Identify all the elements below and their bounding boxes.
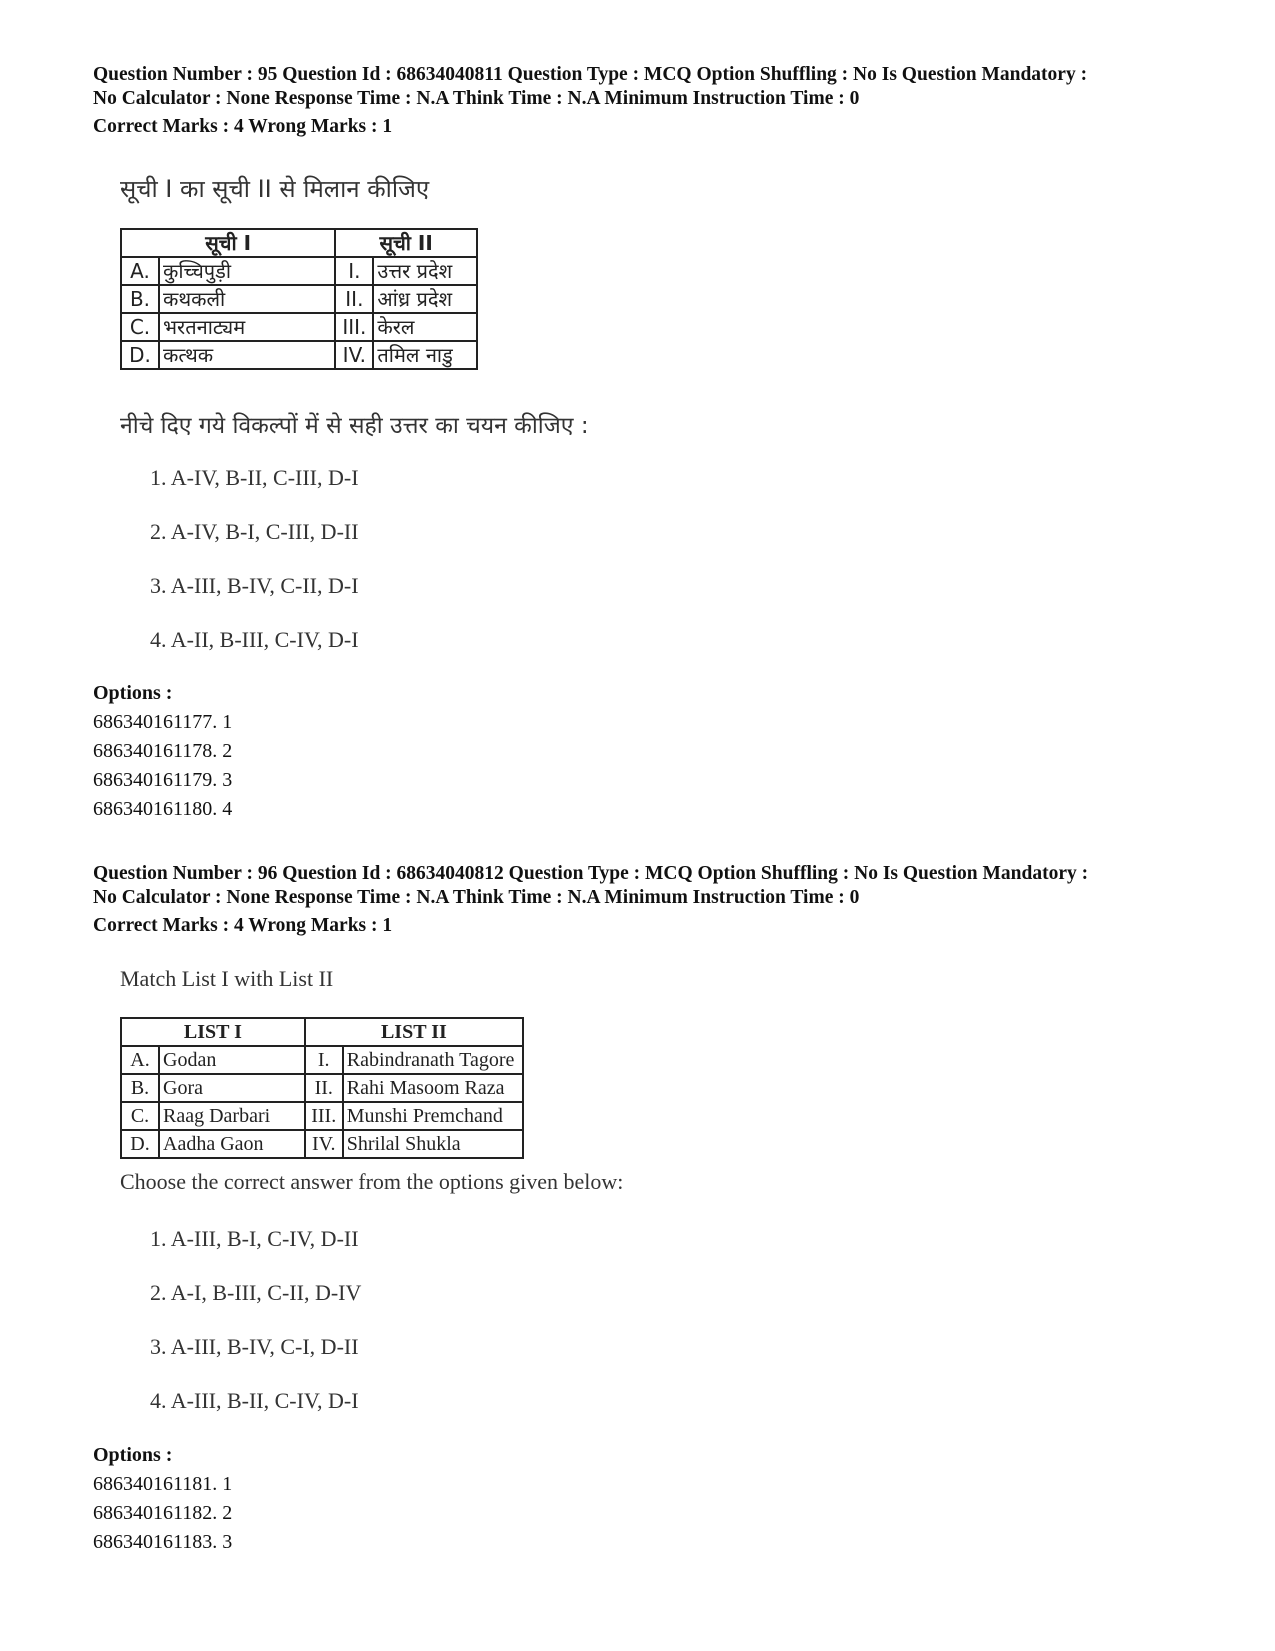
list-1-header: सूची I <box>121 229 335 257</box>
list-1-label: B. <box>121 285 159 313</box>
table-header-row <box>121 1018 523 1046</box>
question-95-prompt: नीचे दिए गये विकल्पों में से सही उत्तर का चयन कीजिए : <box>120 413 589 439</box>
list-1-value: भरतनाट्यम <box>159 313 335 341</box>
list-1-label: C. <box>121 1102 159 1130</box>
question-95-option-id-3: 686340161179. 3 <box>93 769 233 791</box>
question-95-option-id-4: 686340161180. 4 <box>93 798 233 820</box>
list-2-label: IV. <box>335 341 373 369</box>
table-row <box>121 1130 523 1158</box>
table-row <box>121 1046 523 1074</box>
list-2-label: III. <box>305 1102 343 1130</box>
question-95-choice-1: 1. A-IV, B-II, C-III, D-I <box>150 465 359 490</box>
list-2-header: LIST II <box>305 1018 523 1046</box>
question-96-option-id-2: 686340161182. 2 <box>93 1502 233 1524</box>
question-95-match-table <box>120 228 478 370</box>
list-1-value: Raag Darbari <box>159 1102 305 1130</box>
table-header-row <box>121 229 477 257</box>
list-2-label: II. <box>305 1074 343 1102</box>
list-2-value: Shrilal Shukla <box>343 1130 523 1158</box>
question-95-choice-3: 3. A-III, B-IV, C-II, D-I <box>150 573 359 598</box>
question-96-marks: Correct Marks : 4 Wrong Marks : 1 <box>93 915 393 936</box>
table-row <box>121 1074 523 1102</box>
list-1-label: B. <box>121 1074 159 1102</box>
list-2-label: II. <box>335 285 373 313</box>
list-1-value: Gora <box>159 1074 305 1102</box>
list-2-label: III. <box>335 313 373 341</box>
question-95-instruction: सूची I का सूची II से मिलान कीजिए <box>120 175 430 203</box>
question-95-option-id-1: 686340161177. 1 <box>93 711 233 733</box>
question-95-choice-2: 2. A-IV, B-I, C-III, D-II <box>150 519 359 544</box>
list-2-value: Rahi Masoom Raza <box>343 1074 523 1102</box>
list-2-value: आंध्र प्रदेश <box>373 285 477 313</box>
question-96-option-id-1: 686340161181. 1 <box>93 1473 233 1495</box>
list-1-label: D. <box>121 1130 159 1158</box>
list-2-label: I. <box>305 1046 343 1074</box>
list-2-value: केरल <box>373 313 477 341</box>
list-2-value: Munshi Premchand <box>343 1102 523 1130</box>
question-96-options-label: Options : <box>93 1444 173 1466</box>
table-row <box>121 313 477 341</box>
question-96-choice-1: 1. A-III, B-I, C-IV, D-II <box>150 1226 359 1251</box>
list-2-header: सूची II <box>335 229 477 257</box>
list-1-value: कथकली <box>159 285 335 313</box>
question-95-header-line2: No Calculator : None Response Time : N.A Think Time : N.A Minimum Instruction Time : 0 <box>93 88 860 109</box>
list-1-label: D. <box>121 341 159 369</box>
list-1-value: कुच्चिपुड़ी <box>159 257 335 285</box>
list-1-label: A. <box>121 1046 159 1074</box>
list-1-value: Aadha Gaon <box>159 1130 305 1158</box>
question-96-option-id-3: 686340161183. 3 <box>93 1531 233 1553</box>
list-2-value: उत्तर प्रदेश <box>373 257 477 285</box>
question-96-choice-3: 3. A-III, B-IV, C-I, D-II <box>150 1334 359 1359</box>
list-1-label: C. <box>121 313 159 341</box>
list-2-value: तमिल नाडु <box>373 341 477 369</box>
list-1-header: LIST I <box>121 1018 305 1046</box>
list-1-value: Godan <box>159 1046 305 1074</box>
question-96-choice-4: 4. A-III, B-II, C-IV, D-I <box>150 1388 359 1413</box>
table-row <box>121 341 477 369</box>
list-2-value: Rabindranath Tagore <box>343 1046 523 1074</box>
list-1-value: कत्थक <box>159 341 335 369</box>
question-95-options-label: Options : <box>93 682 173 704</box>
list-2-label: IV. <box>305 1130 343 1158</box>
question-95-header-line1: Question Number : 95 Question Id : 68634040811 Question Type : MCQ Option Shuffling : No Is Question Mandatory : <box>93 64 1088 85</box>
question-95-marks: Correct Marks : 4 Wrong Marks : 1 <box>93 116 393 137</box>
list-1-label: A. <box>121 257 159 285</box>
question-96-instruction: Match List I with List II <box>120 966 334 991</box>
question-96-choice-2: 2. A-I, B-III, C-II, D-IV <box>150 1280 362 1305</box>
table-row <box>121 1102 523 1130</box>
question-96-header-line2: No Calculator : None Response Time : N.A Think Time : N.A Minimum Instruction Time : 0 <box>93 887 860 908</box>
question-95-choice-4: 4. A-II, B-III, C-IV, D-I <box>150 627 359 652</box>
question-95-option-id-2: 686340161178. 2 <box>93 740 233 762</box>
list-2-label: I. <box>335 257 373 285</box>
question-96-header-line1: Question Number : 96 Question Id : 68634040812 Question Type : MCQ Option Shuffling : No Is Question Mandatory : <box>93 863 1089 884</box>
table-row <box>121 257 477 285</box>
question-96-prompt: Choose the correct answer from the options given below: <box>120 1169 624 1194</box>
table-row <box>121 285 477 313</box>
question-96-match-table <box>120 1017 524 1159</box>
